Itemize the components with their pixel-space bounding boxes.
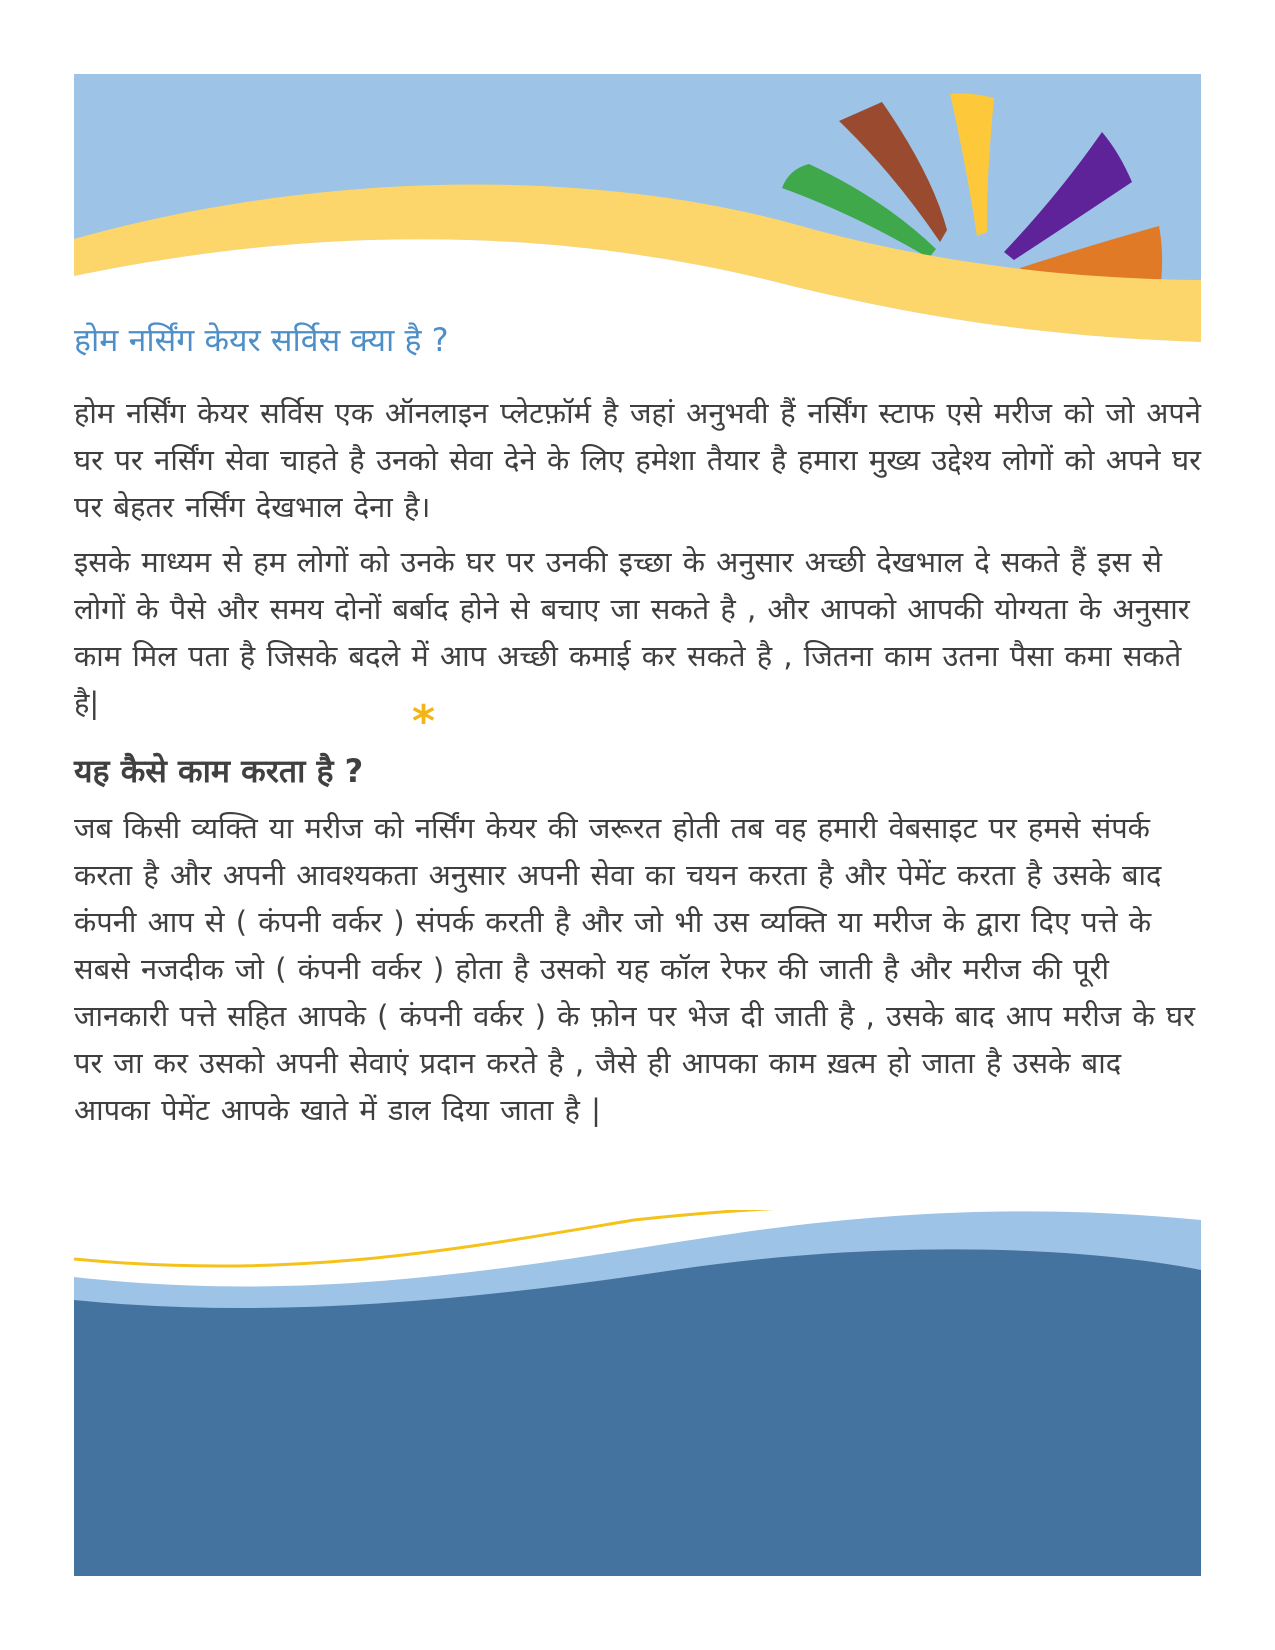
benefit-paragraph: इसके माध्यम से हम लोगों को उनके घर पर उनकी इच्छा के अनुसार अच्छी देखभाल दे सकते हैं इस से लोगों के पैसे और समय दोनों बर्बाद होने से बचाए जा सकते है , और आपको आपकी योग्यता के अनुसार काम मिल पता है जिसके बदले में आप अच्छी कमाई कर सकते है , जितना काम उतना पैसा कमा सकते है| <box>74 545 1190 720</box>
how-it-works-heading: यह कैसे काम करता है ? <box>74 752 364 790</box>
header-banner <box>74 74 1201 342</box>
section-title: होम नर्सिंग केयर सर्विस क्या है ? <box>74 321 449 359</box>
footer-banner <box>74 1210 1201 1576</box>
how-it-works-paragraph: जब किसी व्यक्ति या मरीज को नर्सिंग केयर की जरूरत होती तब वह हमारी वेबसाइट पर हमसे संपर्क करता है और अपनी आवश्यकता अनुसार अपनी सेवा का चयन करता है और पेमेंट करता है उसके बाद कंपनी आप से ( कंपनी वर्कर ) संपर्क करती है और जो भी उस व्यक्ति या मरीज के द्वारा दिए पत्ते के सबसे नजदीक जो ( कंपनी वर्कर ) होता है उसको यह कॉल रेफर की जाती है और मरीज की पूरी जानकारी पत्ते सहित आपके ( कंपनी वर्कर ) के फ़ोन पर भेज दी जाती है , उसके बाद आप मरीज के घर पर जा कर उसको अपनी सेवाएं प्रदान करते है , जैसे ही आपका काम ख़त्म हो जाता है उसके बाद आपका पेमेंट आपके खाते में डाल दिया जाता है | <box>74 811 1195 1127</box>
page-content <box>74 308 1201 1134</box>
asterisk-mark: * <box>412 696 436 747</box>
intro-paragraph: होम नर्सिंग केयर सर्विस एक ऑनलाइन प्लेटफ़ॉर्म है जहां अनुभवी हैं नर्सिंग स्टाफ एसे मरीज को जो अपने घर पर नर्सिंग सेवा चाहते है उनको सेवा देने के लिए हमेशा तैयार है हमारा मुख्य उद्देश्य लोगों को अपने घर पर बेहतर नर्सिंग देखभाल देना है। <box>74 396 1201 524</box>
